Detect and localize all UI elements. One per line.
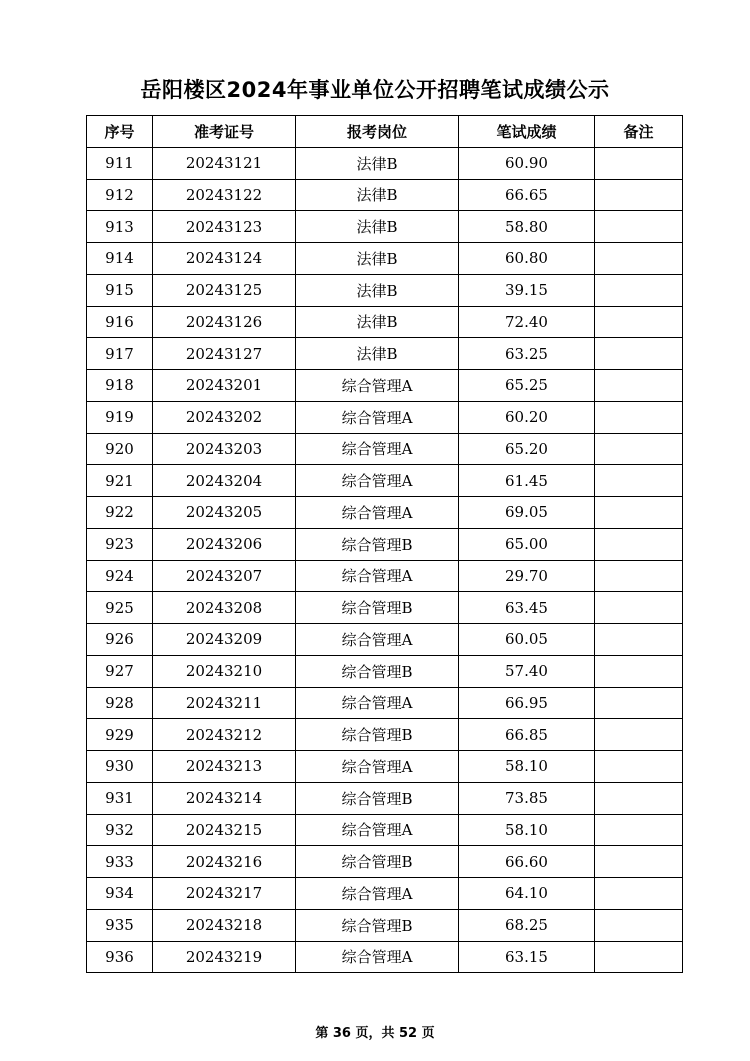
table-row bbox=[87, 751, 683, 783]
score-cell: 58.10 bbox=[459, 751, 595, 783]
exam-number-cell: 20243207 bbox=[153, 560, 296, 592]
score-cell: 72.40 bbox=[459, 306, 595, 338]
position-cell: 综合管理A bbox=[296, 465, 459, 497]
score-cell: 65.20 bbox=[459, 433, 595, 465]
remarks-cell bbox=[595, 592, 683, 624]
position-cell: 综合管理A bbox=[296, 751, 459, 783]
position-cell: 综合管理A bbox=[296, 370, 459, 402]
score-cell: 58.80 bbox=[459, 211, 595, 243]
exam-number-cell: 20243216 bbox=[153, 846, 296, 878]
remarks-cell bbox=[595, 243, 683, 275]
table-row bbox=[87, 370, 683, 402]
exam-number-cell: 20243218 bbox=[153, 909, 296, 941]
score-cell: 64.10 bbox=[459, 878, 595, 910]
exam-number-cell: 20243125 bbox=[153, 274, 296, 306]
score-cell: 69.05 bbox=[459, 497, 595, 529]
index-cell: 929 bbox=[87, 719, 153, 751]
header-exam-number: 准考证号 bbox=[153, 116, 296, 148]
remarks-cell bbox=[595, 878, 683, 910]
table-row bbox=[87, 401, 683, 433]
score-cell: 60.20 bbox=[459, 401, 595, 433]
position-cell: 综合管理A bbox=[296, 497, 459, 529]
position-cell: 综合管理B bbox=[296, 782, 459, 814]
remarks-cell bbox=[595, 147, 683, 179]
index-cell: 914 bbox=[87, 243, 153, 275]
remarks-cell bbox=[595, 655, 683, 687]
exam-number-cell: 20243210 bbox=[153, 655, 296, 687]
score-cell: 65.25 bbox=[459, 370, 595, 402]
index-cell: 913 bbox=[87, 211, 153, 243]
table-row bbox=[87, 592, 683, 624]
index-cell: 919 bbox=[87, 401, 153, 433]
score-cell: 60.80 bbox=[459, 243, 595, 275]
score-cell: 66.60 bbox=[459, 846, 595, 878]
header-index: 序号 bbox=[87, 116, 153, 148]
table-row bbox=[87, 941, 683, 973]
table-row bbox=[87, 497, 683, 529]
score-cell: 66.85 bbox=[459, 719, 595, 751]
index-cell: 921 bbox=[87, 465, 153, 497]
table-row bbox=[87, 147, 683, 179]
position-cell: 法律B bbox=[296, 243, 459, 275]
exam-number-cell: 20243203 bbox=[153, 433, 296, 465]
position-cell: 法律B bbox=[296, 306, 459, 338]
table-row bbox=[87, 846, 683, 878]
remarks-cell bbox=[595, 370, 683, 402]
remarks-cell bbox=[595, 624, 683, 656]
position-cell: 综合管理A bbox=[296, 941, 459, 973]
score-cell: 29.70 bbox=[459, 560, 595, 592]
exam-number-cell: 20243204 bbox=[153, 465, 296, 497]
score-cell: 61.45 bbox=[459, 465, 595, 497]
table-row bbox=[87, 338, 683, 370]
index-cell: 917 bbox=[87, 338, 153, 370]
remarks-cell bbox=[595, 274, 683, 306]
remarks-cell bbox=[595, 687, 683, 719]
position-cell: 法律B bbox=[296, 147, 459, 179]
page-number: 第 36 页，共 52 页 bbox=[315, 1026, 435, 1041]
table-row bbox=[87, 878, 683, 910]
remarks-cell bbox=[595, 306, 683, 338]
position-cell: 综合管理A bbox=[296, 560, 459, 592]
remarks-cell bbox=[595, 179, 683, 211]
score-cell: 65.00 bbox=[459, 528, 595, 560]
table-header-row bbox=[87, 116, 683, 148]
header-score: 笔试成绩 bbox=[459, 116, 595, 148]
remarks-cell bbox=[595, 782, 683, 814]
index-cell: 935 bbox=[87, 909, 153, 941]
index-cell: 926 bbox=[87, 624, 153, 656]
index-cell: 934 bbox=[87, 878, 153, 910]
remarks-cell bbox=[595, 751, 683, 783]
table-row bbox=[87, 909, 683, 941]
index-cell: 928 bbox=[87, 687, 153, 719]
index-cell: 923 bbox=[87, 528, 153, 560]
position-cell: 综合管理B bbox=[296, 655, 459, 687]
table-row bbox=[87, 465, 683, 497]
header-remarks: 备注 bbox=[595, 116, 683, 148]
position-cell: 综合管理B bbox=[296, 846, 459, 878]
table-row bbox=[87, 560, 683, 592]
remarks-cell bbox=[595, 497, 683, 529]
index-cell: 927 bbox=[87, 655, 153, 687]
exam-number-cell: 20243206 bbox=[153, 528, 296, 560]
score-cell: 66.65 bbox=[459, 179, 595, 211]
position-cell: 综合管理A bbox=[296, 433, 459, 465]
table-row bbox=[87, 528, 683, 560]
score-cell: 60.05 bbox=[459, 624, 595, 656]
exam-number-cell: 20243127 bbox=[153, 338, 296, 370]
exam-number-cell: 20243122 bbox=[153, 179, 296, 211]
table-row bbox=[87, 274, 683, 306]
exam-number-cell: 20243123 bbox=[153, 211, 296, 243]
index-cell: 925 bbox=[87, 592, 153, 624]
table-row bbox=[87, 814, 683, 846]
remarks-cell bbox=[595, 814, 683, 846]
index-cell: 918 bbox=[87, 370, 153, 402]
table-row bbox=[87, 211, 683, 243]
position-cell: 法律B bbox=[296, 179, 459, 211]
exam-number-cell: 20243202 bbox=[153, 401, 296, 433]
index-cell: 933 bbox=[87, 846, 153, 878]
score-cell: 57.40 bbox=[459, 655, 595, 687]
index-cell: 912 bbox=[87, 179, 153, 211]
score-cell: 58.10 bbox=[459, 814, 595, 846]
position-cell: 综合管理A bbox=[296, 401, 459, 433]
table-row bbox=[87, 179, 683, 211]
remarks-cell bbox=[595, 211, 683, 243]
index-cell: 920 bbox=[87, 433, 153, 465]
index-cell: 936 bbox=[87, 941, 153, 973]
score-cell: 66.95 bbox=[459, 687, 595, 719]
table-row bbox=[87, 243, 683, 275]
exam-number-cell: 20243212 bbox=[153, 719, 296, 751]
index-cell: 932 bbox=[87, 814, 153, 846]
position-cell: 综合管理A bbox=[296, 624, 459, 656]
remarks-cell bbox=[595, 909, 683, 941]
remarks-cell bbox=[595, 941, 683, 973]
remarks-cell bbox=[595, 719, 683, 751]
exam-number-cell: 20243121 bbox=[153, 147, 296, 179]
table-row bbox=[87, 687, 683, 719]
exam-number-cell: 20243208 bbox=[153, 592, 296, 624]
header-position: 报考岗位 bbox=[296, 116, 459, 148]
table-row bbox=[87, 306, 683, 338]
score-cell: 68.25 bbox=[459, 909, 595, 941]
index-cell: 915 bbox=[87, 274, 153, 306]
position-cell: 综合管理A bbox=[296, 814, 459, 846]
table-row bbox=[87, 782, 683, 814]
score-cell: 63.45 bbox=[459, 592, 595, 624]
index-cell: 924 bbox=[87, 560, 153, 592]
remarks-cell bbox=[595, 338, 683, 370]
score-cell: 60.90 bbox=[459, 147, 595, 179]
table-row bbox=[87, 655, 683, 687]
exam-number-cell: 20243124 bbox=[153, 243, 296, 275]
position-cell: 综合管理A bbox=[296, 687, 459, 719]
position-cell: 综合管理B bbox=[296, 909, 459, 941]
table-row bbox=[87, 433, 683, 465]
score-cell: 63.25 bbox=[459, 338, 595, 370]
index-cell: 916 bbox=[87, 306, 153, 338]
exam-number-cell: 20243214 bbox=[153, 782, 296, 814]
exam-number-cell: 20243217 bbox=[153, 878, 296, 910]
table-row bbox=[87, 624, 683, 656]
remarks-cell bbox=[595, 465, 683, 497]
exam-number-cell: 20243219 bbox=[153, 941, 296, 973]
exam-number-cell: 20243215 bbox=[153, 814, 296, 846]
table-row bbox=[87, 719, 683, 751]
position-cell: 综合管理B bbox=[296, 719, 459, 751]
table-body bbox=[87, 147, 683, 973]
page-title: 岳阳楼区2024年事业单位公开招聘笔试成绩公示 bbox=[140, 78, 610, 102]
exam-number-cell: 20243205 bbox=[153, 497, 296, 529]
remarks-cell bbox=[595, 560, 683, 592]
position-cell: 综合管理A bbox=[296, 878, 459, 910]
remarks-cell bbox=[595, 401, 683, 433]
exam-number-cell: 20243213 bbox=[153, 751, 296, 783]
remarks-cell bbox=[595, 528, 683, 560]
exam-number-cell: 20243126 bbox=[153, 306, 296, 338]
exam-number-cell: 20243209 bbox=[153, 624, 296, 656]
position-cell: 法律B bbox=[296, 274, 459, 306]
score-cell: 73.85 bbox=[459, 782, 595, 814]
remarks-cell bbox=[595, 433, 683, 465]
position-cell: 综合管理B bbox=[296, 528, 459, 560]
index-cell: 911 bbox=[87, 147, 153, 179]
score-table bbox=[86, 115, 683, 973]
index-cell: 922 bbox=[87, 497, 153, 529]
index-cell: 931 bbox=[87, 782, 153, 814]
position-cell: 法律B bbox=[296, 338, 459, 370]
index-cell: 930 bbox=[87, 751, 153, 783]
score-cell: 39.15 bbox=[459, 274, 595, 306]
position-cell: 法律B bbox=[296, 211, 459, 243]
score-cell: 63.15 bbox=[459, 941, 595, 973]
exam-number-cell: 20243211 bbox=[153, 687, 296, 719]
exam-number-cell: 20243201 bbox=[153, 370, 296, 402]
remarks-cell bbox=[595, 846, 683, 878]
position-cell: 综合管理B bbox=[296, 592, 459, 624]
